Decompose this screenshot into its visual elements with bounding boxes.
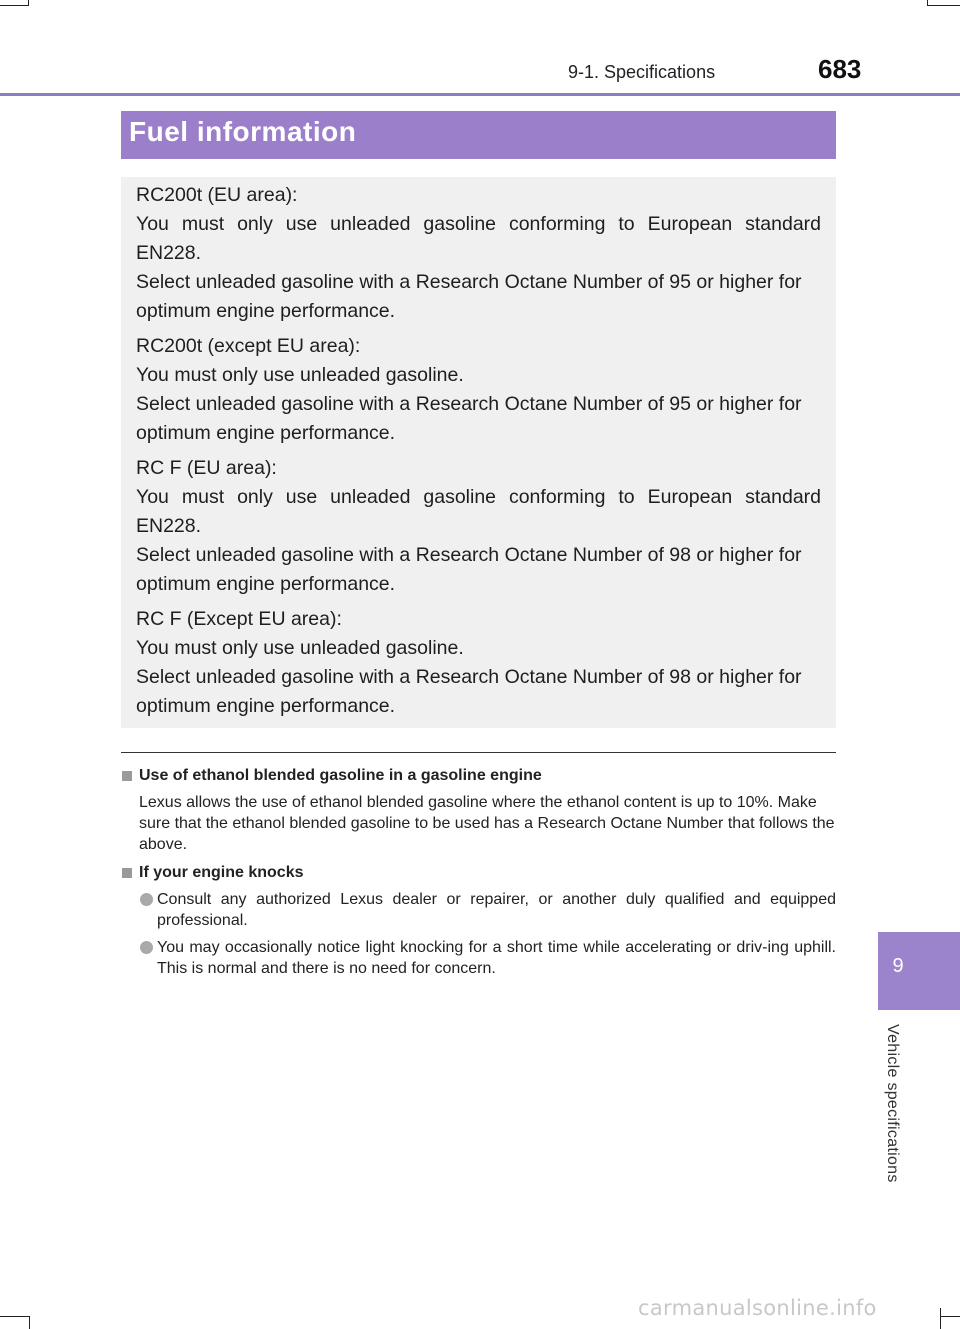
crop-mark-bottom-left — [0, 1316, 30, 1317]
fuel-block-rc200t-non-eu — [136, 332, 821, 448]
note-heading-text: Use of ethanol blended gasoline in a gasoline engine — [139, 767, 542, 784]
square-bullet-icon — [122, 771, 132, 781]
fuel-requirement: You must only use unleaded gasoline. — [136, 364, 464, 386]
fuel-info-box — [121, 177, 836, 728]
note-heading-text: If your engine knocks — [139, 864, 304, 881]
fuel-block-rcf-eu — [136, 454, 821, 599]
crop-mark-bottom-right — [940, 1316, 960, 1317]
fuel-requirement: You must only use unleaded gasoline. — [136, 637, 464, 659]
watermark: carmanualsonline.info — [638, 1296, 877, 1320]
fuel-block-rc200t-eu — [136, 181, 821, 326]
circle-bullet-icon — [140, 941, 153, 954]
note-heading-ethanol — [121, 764, 836, 788]
page-title: Fuel information — [121, 111, 836, 159]
fuel-model-label: RC F (EU area): — [136, 457, 277, 479]
crop-mark-top-left-h — [0, 5, 28, 6]
note-bullet-text: You may occasionally notice light knocking for a short time while accelerating or driv-ing uphill. This is normal and there is no need for concern. — [157, 939, 836, 977]
fuel-requirement: You must only use unleaded gasoline conforming to European standard EN228. — [136, 213, 821, 264]
fuel-octane-note: Select unleaded gasoline with a Research Octane Number of 98 or higher for optimum engine performance. — [136, 666, 802, 717]
fuel-octane-note: Select unleaded gasoline with a Research Octane Number of 95 or higher for optimum engine performance. — [136, 393, 802, 444]
fuel-model-label: RC200t (except EU area): — [136, 335, 361, 357]
chapter-number: 9 — [892, 955, 904, 977]
fuel-requirement: You must only use unleaded gasoline conforming to European standard EN228. — [136, 486, 821, 537]
circle-bullet-icon — [140, 893, 153, 906]
note-bullet-text: Consult any authorized Lexus dealer or repairer, or another duly qualified and equipped professional. — [157, 891, 836, 929]
header-rule — [0, 93, 960, 96]
note-bullet-item — [121, 937, 836, 979]
crop-mark-bottom-right-v — [940, 1308, 941, 1329]
note-body-ethanol: Lexus allows the use of ethanol blended gasoline where the ethanol content is up to 10%. Make sure that the ethanol blended gasoline to be used has a Research Octane Number that follows the above. — [139, 794, 835, 853]
fuel-block-rcf-non-eu — [136, 605, 821, 721]
note-bullet-item — [121, 889, 836, 931]
fuel-model-label: RC F (Except EU area): — [136, 608, 342, 630]
page-number: 683 — [818, 54, 862, 84]
chapter-label: Vehicle specifications — [884, 1024, 901, 1183]
section-divider — [121, 752, 836, 753]
note-heading-knocks — [121, 861, 836, 885]
fuel-octane-note: Select unleaded gasoline with a Research Octane Number of 98 or higher for optimum engine performance. — [136, 544, 802, 595]
fuel-model-label: RC200t (EU area): — [136, 184, 298, 206]
crop-mark-top-right-h — [927, 5, 960, 6]
crop-mark-top-left — [28, 0, 29, 6]
crop-mark-bottom-left-v — [29, 1316, 30, 1329]
section-heading: 9-1. Specifications — [568, 62, 716, 82]
notes-section — [121, 764, 836, 985]
fuel-octane-note: Select unleaded gasoline with a Research Octane Number of 95 or higher for optimum engine performance. — [136, 271, 802, 322]
square-bullet-icon — [122, 868, 132, 878]
